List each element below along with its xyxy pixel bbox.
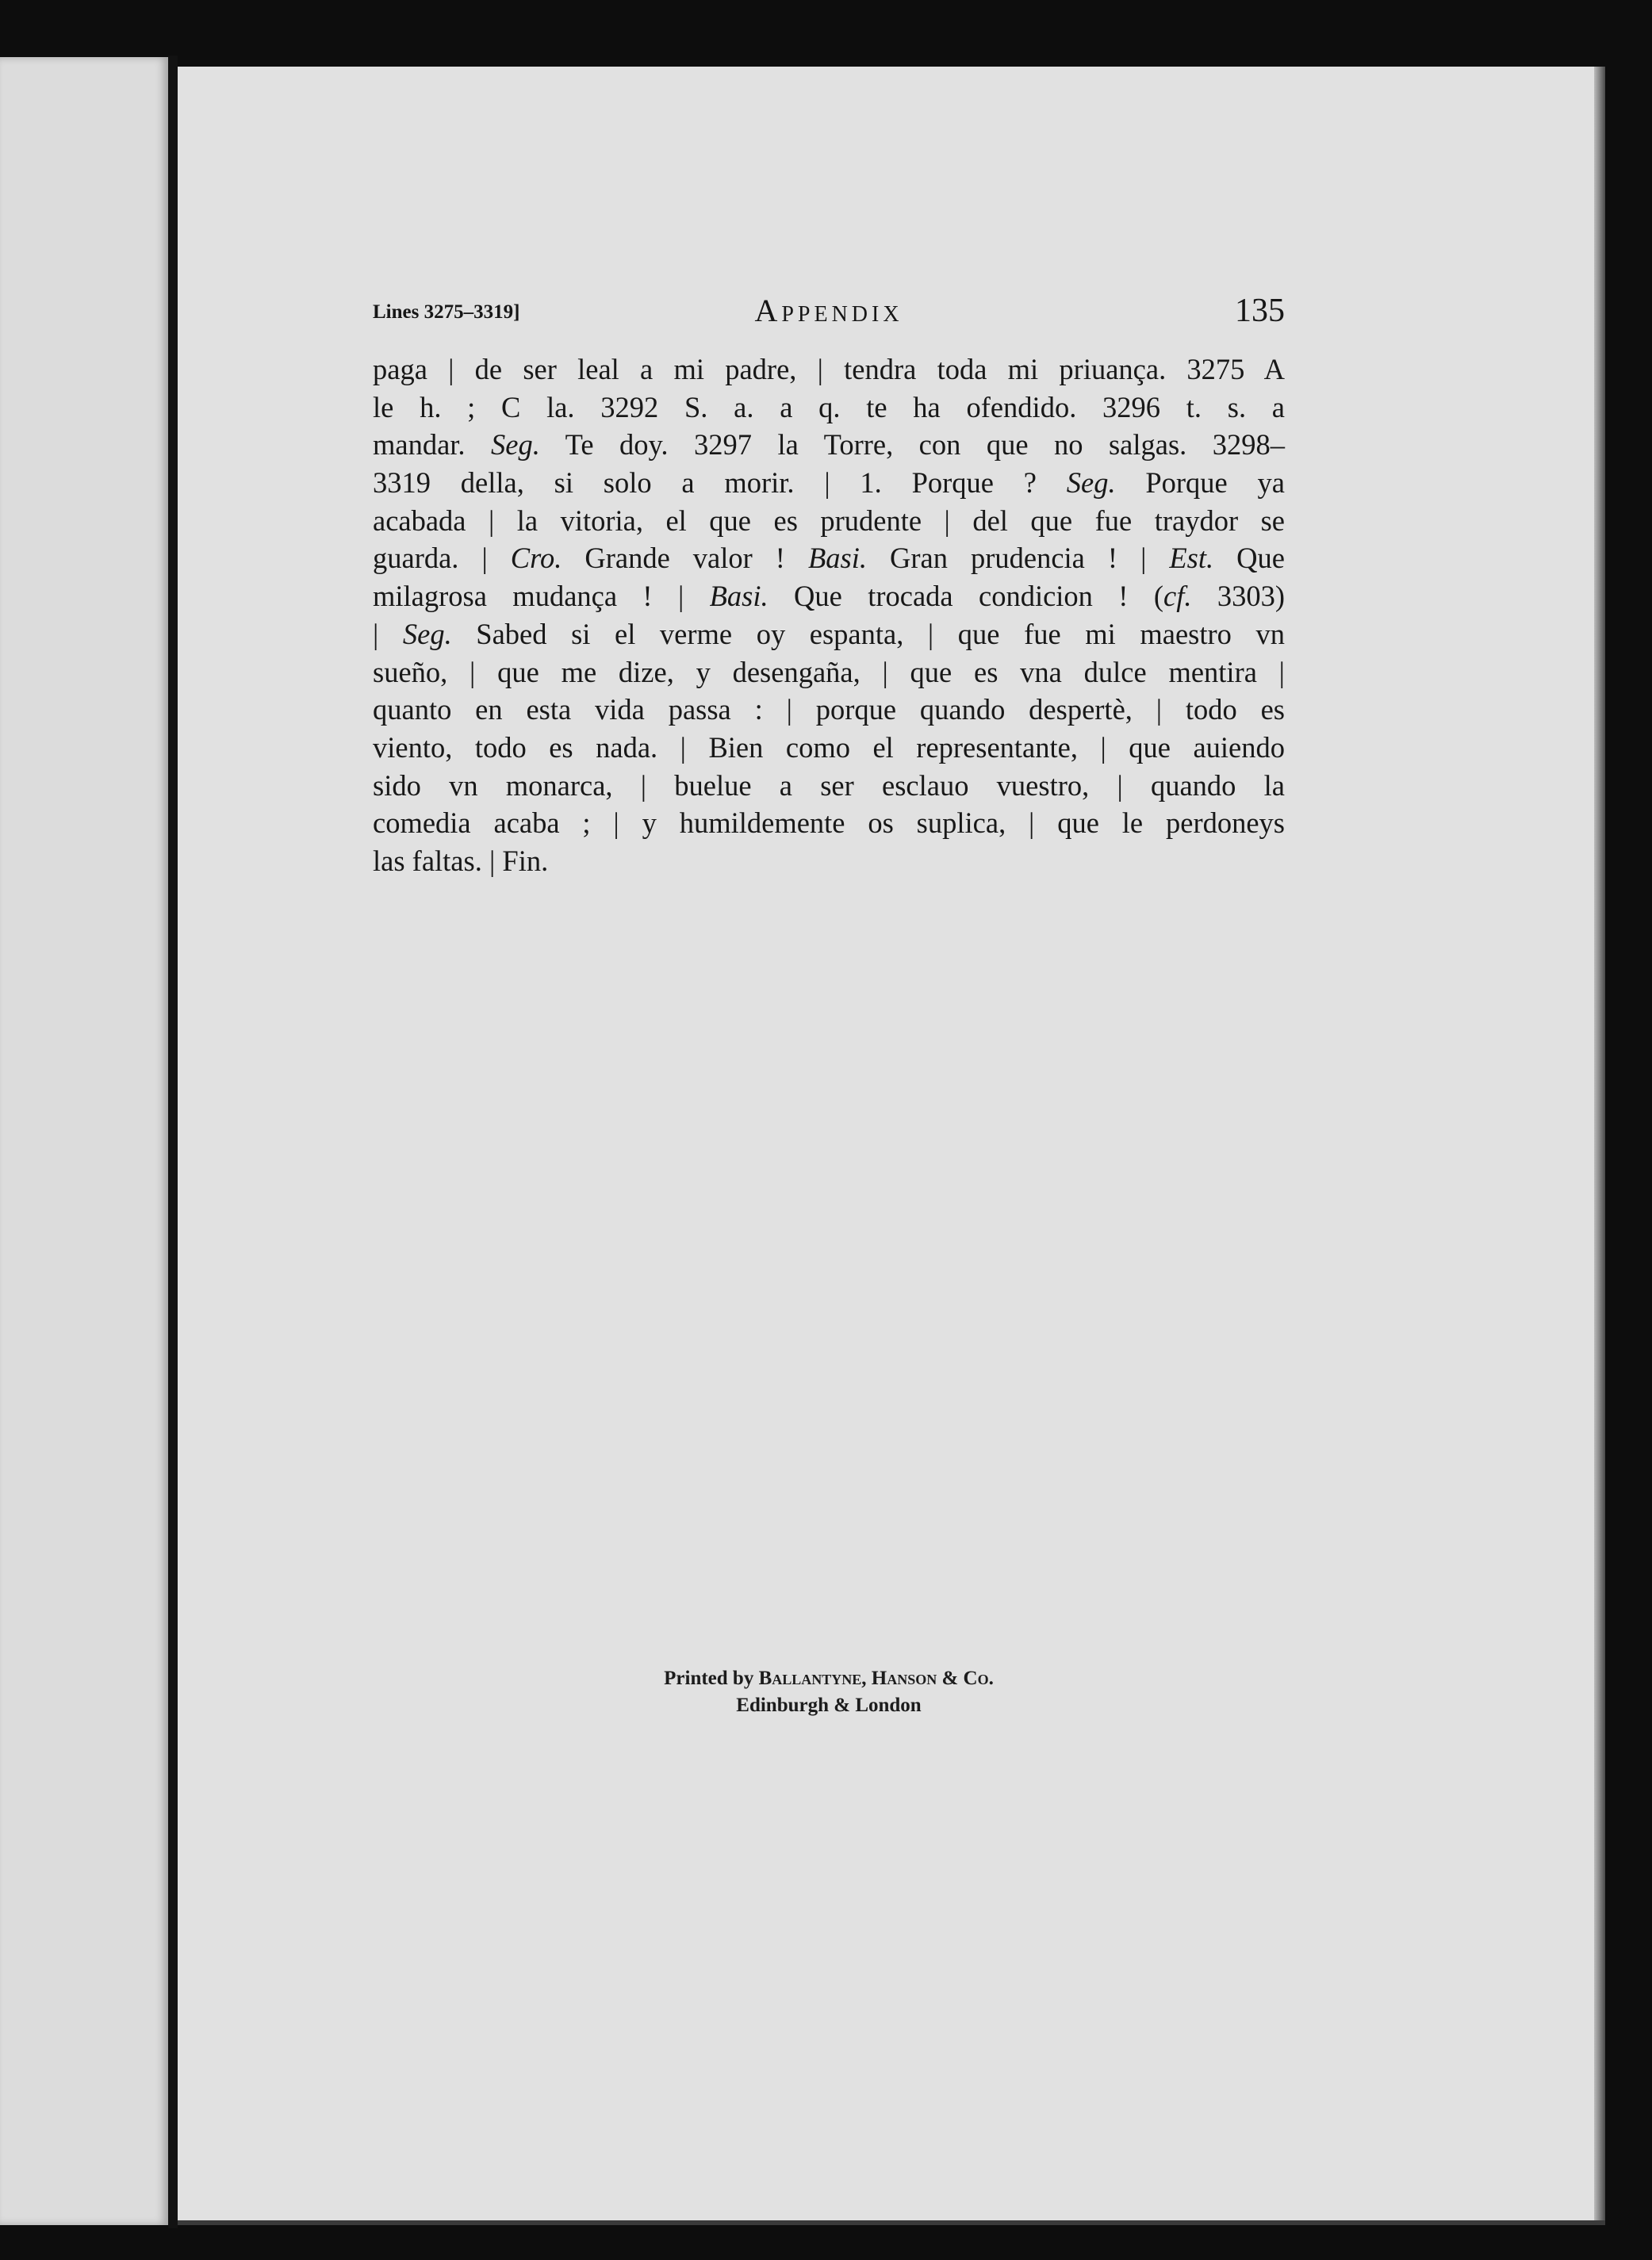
text-line: acabada | la vitoria, el que es prudente | del que fue traydor se (373, 504, 1285, 537)
imprint-printer-name: Ballantyne, Hanson & Co. (758, 1668, 994, 1689)
text-line: sido vn monarca, | buelue a ser esclauo vuestro, | quando la (373, 768, 1285, 802)
text-line: paga | de ser leal a mi padre, | tendra toda mi priuança. 3275 A (373, 353, 1285, 385)
imprint-line-2: Edinburgh & London (736, 1695, 922, 1716)
text-line: viento, todo es nada. | Bien como el representante, | que auiendo (373, 730, 1285, 764)
section-title: Appendix (754, 293, 903, 328)
text-line: comedia acaba ; | y humildemente os suplica, | que le perdoneys (373, 806, 1285, 840)
text-line: las faltas. | Fin. (373, 844, 549, 877)
text-line: le h. ; C la. 3292 S. a. a q. te ha ofendido. 3296 t. s. a (373, 390, 1285, 423)
book-gutter (168, 56, 178, 2228)
text-line: milagrosa mudança ! | Basi. Que trocada condicion ! (cf. 3303) (373, 580, 1285, 613)
text-line: 3319 della, si solo a morir. | 1. Porque ? Seg. Porque ya (373, 466, 1285, 500)
page-bottom-edge (178, 2220, 1605, 2225)
text-line: sueño, | que me dize, y desengaña, | que es vna dulce mentira | (373, 655, 1285, 688)
line-range-reference: Lines 3275–3319] (373, 301, 520, 323)
page-number: 135 (1235, 293, 1285, 329)
body-text (373, 350, 1285, 880)
text-line: | Seg. Sabed si el verme oy espanta, | que fue mi maestro vn (373, 617, 1285, 650)
printer-imprint (373, 1665, 1285, 1719)
page-right-edge (1594, 67, 1605, 2220)
imprint-prefix: Printed by (664, 1668, 759, 1689)
imprint-line-1 (373, 1665, 1285, 1692)
running-head (373, 292, 1285, 339)
adjacent-page-edge (0, 57, 168, 2225)
text-line: quanto en esta vida passa : | porque quando despertè, | todo es (373, 693, 1285, 726)
text-line: mandar. Seg. Te doy. 3297 la Torre, con que no salgas. 3298– (373, 428, 1285, 462)
text-line: guarda. | Cro. Grande valor ! Basi. Gran prudencia ! | Est. Que (373, 542, 1285, 575)
